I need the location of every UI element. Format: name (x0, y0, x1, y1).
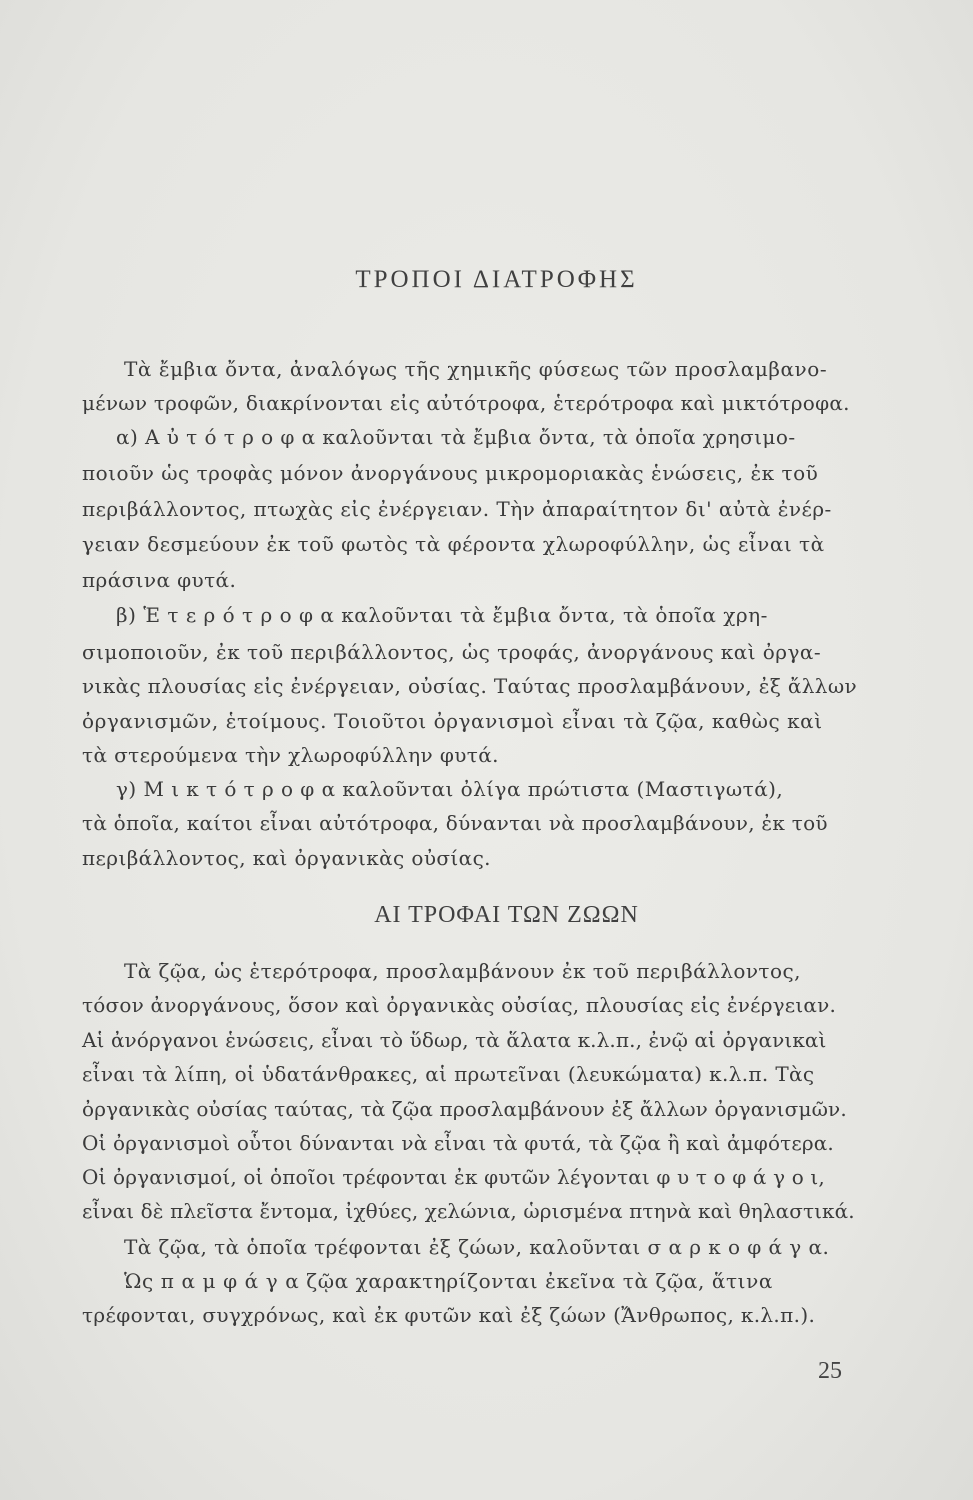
text-line: Τὰ ζῷα, ὡς ἑτερότροφα, προσλαμβάνουν ἐκ τοῦ περιβάλλοντος, (124, 959, 801, 983)
text-line: περιβάλλοντος, πτωχὰς εἰς ἐνέργειαν. Τὴν ἀπαραίτητον δι' αὐτὰ ἐνέρ- (82, 497, 832, 521)
text-line: ὀργανισμῶν, ἑτοίμους. Τοιοῦτοι ὀργανισμοὶ εἶναι τὰ ζῷα, καθὼς καὶ (82, 709, 823, 733)
section-title-nutrition-modes: ΤΡΟΠΟΙ ΔΙΑΤΡΟΦΗΣ (355, 266, 638, 293)
text-line: μένων τροφῶν, διακρίνονται εἰς αὐτότροφα, ἑτερότροφα καὶ μικτότροφα. (82, 391, 850, 415)
text-line: Αἱ ἀνόργανοι ἑνώσεις, εἶναι τὸ ὕδωρ, τὰ ἅλατα κ.λ.π., ἐνῷ αἱ ὀργανικαὶ (82, 1028, 827, 1052)
text-line: Ὡς π α μ φ ά γ α ζῷα χαρακτηρίζονται ἐκεῖνα τὰ ζῷα, ἅτινα (124, 1269, 773, 1293)
text-line: γειαν δεσμεύουν ἐκ τοῦ φωτὸς τὰ φέροντα χλωροφύλλην, ὡς εἶναι τὰ (82, 532, 825, 556)
text-line: σιμοποιοῦν, ἐκ τοῦ περιβάλλοντος, ὡς τροφάς, ἀνοργάνους καὶ ὀργα- (82, 640, 822, 664)
text-line: περιβάλλοντος, καὶ ὀργανικὰς οὐσίας. (82, 846, 491, 870)
text-line: Οἱ ὀργανισμοὶ οὗτοι δύνανται νὰ εἶναι τὰ φυτά, τὰ ζῷα ἢ καὶ ἀμφότερα. (82, 1131, 834, 1155)
text-line: πράσινα φυτά. (82, 568, 237, 592)
section-title-animal-foods: ΑΙ ΤΡΟΦΑΙ ΤΩΝ ΖΩΩΝ (374, 902, 639, 928)
page-number: 25 (818, 1358, 842, 1384)
text-line: γ) Μ ι κ τ ό τ ρ ο φ α καλοῦνται ὀλίγα πρώτιστα (Μαστιγωτά), (116, 777, 784, 801)
text-line: τρέφονται, συγχρόνως, καὶ ἐκ φυτῶν καὶ ἐξ ζώων (Ἄνθρωπος, κ.λ.π.). (82, 1303, 816, 1327)
text-line: τὰ στερούμενα τὴν χλωροφύλλην φυτά. (82, 743, 499, 767)
text-line: β) Ἑ τ ε ρ ό τ ρ ο φ α καλοῦνται τὰ ἔμβια ὄντα, τὰ ὁποῖα χρη- (116, 603, 768, 627)
text-line: νικὰς πλουσίας εἰς ἐνέργειαν, οὐσίας. Ταύτας προσλαμβάνουν, ἐξ ἄλλων (82, 674, 858, 698)
text-line: α) Α ὐ τ ό τ ρ ο φ α καλοῦνται τὰ ἔμβια ὄντα, τὰ ὁποῖα χρησιμο- (116, 425, 796, 449)
text-line: εἶναι τὰ λίπη, οἱ ὑδατάνθρακες, αἱ πρωτεῖναι (λευκώματα) κ.λ.π. Τὰς (82, 1062, 815, 1086)
text-line: ποιοῦν ὡς τροφὰς μόνον ἀνοργάνους μικρομοριακὰς ἑνώσεις, ἐκ τοῦ (82, 461, 819, 485)
text-line: ὀργανικὰς οὐσίας ταύτας, τὰ ζῷα προσλαμβάνουν ἐξ ἄλλων ὀργανισμῶν. (82, 1097, 847, 1121)
text-line: Τὰ ζῷα, τὰ ὁποῖα τρέφονται ἐξ ζώων, καλοῦνται σ α ρ κ ο φ ά γ α. (124, 1235, 830, 1259)
text-line: Οἱ ὀργανισμοί, οἱ ὁποῖοι τρέφονται ἐκ φυτῶν λέγονται φ υ τ ο φ ά γ ο ι, (82, 1165, 825, 1189)
text-line: Τὰ ἔμβια ὄντα, ἀναλόγως τῆς χημικῆς φύσεως τῶν προσλαμβανο- (124, 357, 828, 381)
text-line: τὰ ὁποῖα, καίτοι εἶναι αὐτότροφα, δύνανται νὰ προσλαμβάνουν, ἐκ τοῦ (82, 811, 828, 835)
text-line: εἶναι δὲ πλεῖστα ἔντομα, ἰχθύες, χελώνια, ὡρισμένα πτηνὰ καὶ θηλαστικά. (82, 1199, 855, 1223)
text-line: τόσον ἀνοργάνους, ὅσον καὶ ὀργανικὰς οὐσίας, πλουσίας εἰς ἐνέργειαν. (82, 993, 837, 1017)
